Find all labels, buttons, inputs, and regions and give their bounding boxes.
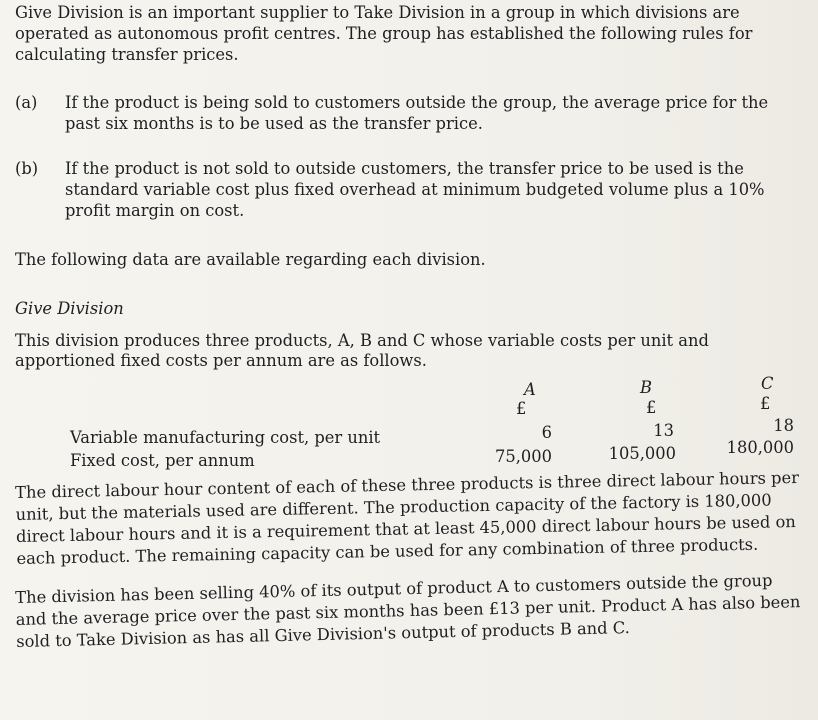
column-header-a: A bbox=[524, 380, 536, 399]
data-intro: The following data are available regarding each division. bbox=[15, 250, 486, 269]
rule-a bbox=[15, 92, 808, 134]
row-label-fixed-cost: Fixed cost, per annum bbox=[70, 451, 255, 470]
rule-a-text: If the product is being sold to customers outside the group, the average price for the past six months is to be used as the transfer price. bbox=[65, 93, 769, 133]
rule-b-text: If the product is not sold to outside customers, the transfer price to be used is the standard variable cost plus fixed overhead at minimum budgeted volume plus a 10% profit margin on cost. bbox=[65, 159, 765, 220]
selling-paragraph: The division has been selling 40% of its output of product A to customers outside the group and the average price over the past six months has been £13 per unit. Product A has also been sold to Take Division as has all Give Division's output of products B and C. bbox=[15, 570, 801, 651]
value-variable-cost-b: 13 bbox=[653, 421, 674, 440]
rule-b-marker: (b) bbox=[15, 159, 39, 178]
column-unit-b: £ bbox=[646, 398, 657, 417]
section-heading-give-division: Give Division bbox=[15, 299, 124, 318]
column-unit-c: £ bbox=[760, 394, 771, 413]
value-variable-cost-c: 18 bbox=[773, 416, 794, 435]
column-header-c: C bbox=[761, 374, 774, 393]
value-variable-cost-a: 6 bbox=[541, 423, 552, 442]
value-fixed-cost-b: 105,000 bbox=[608, 444, 676, 463]
rule-a-marker: (a) bbox=[15, 93, 38, 112]
labour-paragraph: The direct labour hour content of each of these three products is three direct labour hours per unit, but the materials used are different. The production capacity of the factory is 180,000 direct labour hours and it is a requirement that at least 45,000 direct labour hours be used on each product. The remaining capacity can be used for any combination of three products. bbox=[15, 467, 800, 568]
column-unit-a: £ bbox=[516, 399, 527, 418]
intro-paragraph: Give Division is an important supplier to Take Division in a group in which divisions are operated as autonomous profit centres. The group has established the following rules for calculating transfer prices. bbox=[15, 3, 753, 64]
value-fixed-cost-a: 75,000 bbox=[495, 447, 552, 466]
division-description: This division produces three products, A, B and C whose variable costs per unit and apportioned fixed costs per annum are as follows. bbox=[15, 331, 709, 370]
row-label-variable-cost: Variable manufacturing cost, per unit bbox=[70, 428, 381, 447]
column-header-b: B bbox=[640, 378, 652, 397]
rule-b bbox=[15, 158, 808, 221]
value-fixed-cost-c: 180,000 bbox=[726, 438, 794, 457]
